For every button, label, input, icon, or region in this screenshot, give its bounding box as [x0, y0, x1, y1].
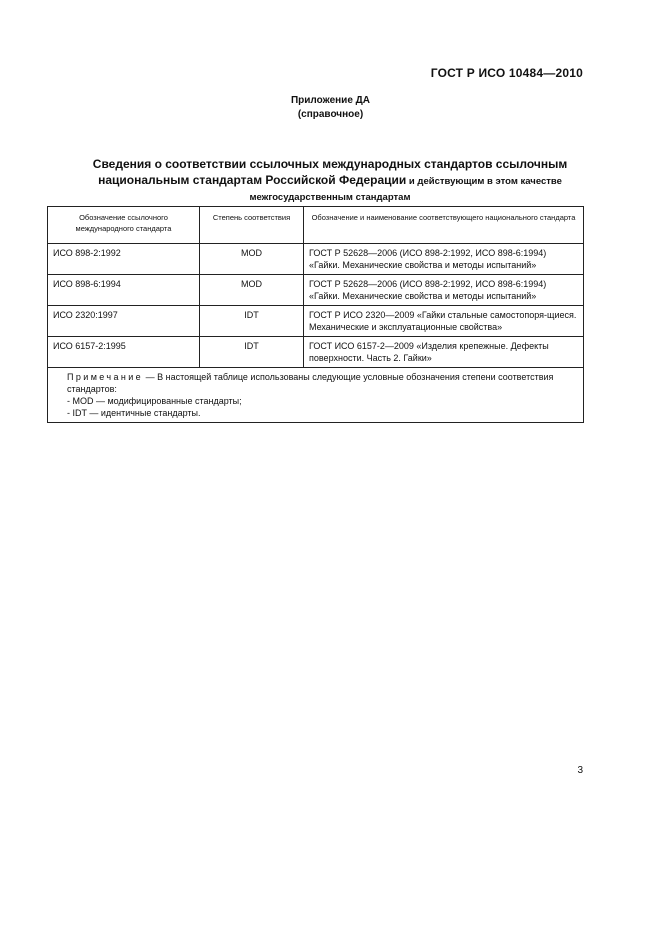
header-intl-standard: Обозначение ссылочного международного стандарта	[48, 207, 200, 244]
cell-intl-standard: ИСО 2320:1997	[48, 306, 200, 337]
table-row	[48, 275, 584, 306]
section-heading	[60, 156, 600, 206]
cell-national-standard: ГОСТ Р ИСО 2320—2009 «Гайки стальные самостопоря-щиеся. Механические и эксплуатационные свойства»	[304, 306, 584, 337]
note-paragraph	[53, 371, 578, 395]
page-number: 3	[577, 765, 583, 776]
table-note-row	[48, 368, 584, 423]
document-code: ГОСТ Р ИСО 10484—2010	[430, 66, 583, 80]
note-item: - MOD — модифицированные стандарты;	[67, 396, 242, 406]
table-row	[48, 337, 584, 368]
cell-national-standard: ГОСТ Р 52628—2006 (ИСО 898-2:1992, ИСО 898-6:1994) «Гайки. Механические свойства и методы испытаний»	[304, 275, 584, 306]
appendix-title: Приложение ДА	[290, 95, 371, 106]
heading-line-3: межгосударственным стандартам	[249, 192, 411, 203]
heading-line-2	[60, 172, 600, 190]
correspondence-table	[47, 206, 584, 423]
cell-intl-standard: ИСО 898-6:1994	[48, 275, 200, 306]
heading-line-2-main: национальным стандартам Российской Федерации	[98, 173, 407, 187]
cell-intl-standard: ИСО 6157-2:1995	[48, 337, 200, 368]
note-label: Примечание	[67, 372, 144, 382]
appendix-block	[0, 94, 661, 122]
table-header-row	[48, 207, 584, 244]
table-row	[48, 244, 584, 275]
heading-line-2-small: и действующим в этом качестве	[406, 176, 562, 187]
note-item: - IDT — идентичные стандарты.	[67, 408, 201, 418]
header-degree: Степень соответствия	[200, 207, 304, 244]
cell-degree: IDT	[200, 337, 304, 368]
cell-degree: MOD	[200, 275, 304, 306]
cell-degree: IDT	[200, 306, 304, 337]
header-national-standard: Обозначение и наименование соответствующего национального стандарта	[304, 207, 584, 244]
table-row	[48, 306, 584, 337]
cell-national-standard: ГОСТ Р 52628—2006 (ИСО 898-2:1992, ИСО 898-6:1994) «Гайки. Механические свойства и методы испытаний»	[304, 244, 584, 275]
cell-national-standard: ГОСТ ИСО 6157-2—2009 «Изделия крепежные. Дефекты поверхности. Часть 2. Гайки»	[304, 337, 584, 368]
cell-intl-standard: ИСО 898-2:1992	[48, 244, 200, 275]
appendix-subtitle: (справочное)	[297, 109, 364, 120]
note-text: — В настоящей таблице использованы следующие условные обозначения степени соответствия стандартов:	[67, 372, 554, 394]
cell-degree: MOD	[200, 244, 304, 275]
heading-line-1: Сведения о соответствии ссылочных международных стандартов ссылочным	[92, 157, 568, 171]
table-note	[48, 368, 584, 423]
